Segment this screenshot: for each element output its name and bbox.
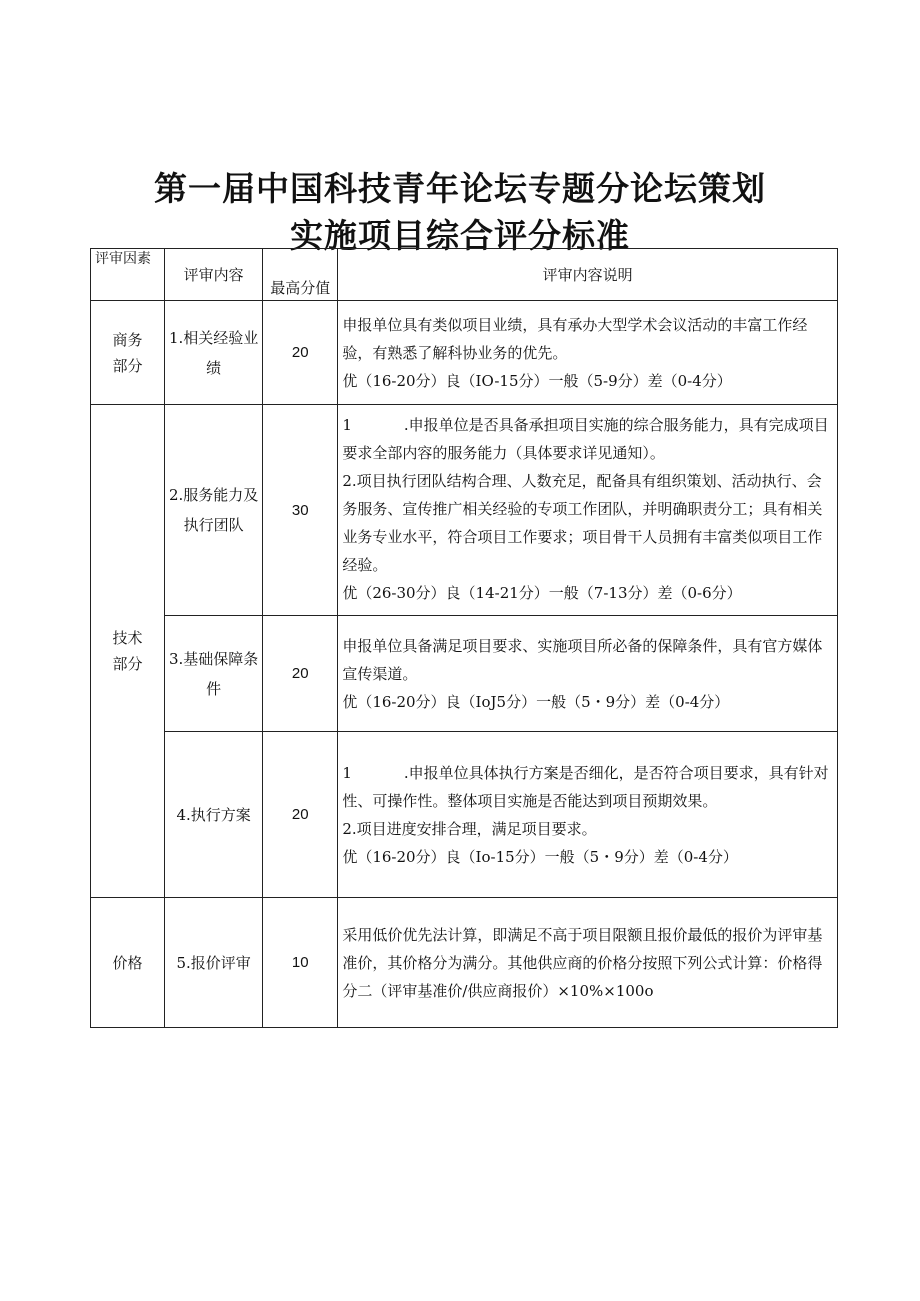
description-cell: [338, 616, 838, 732]
factor-price: 价格: [91, 898, 165, 1028]
table-row: [91, 301, 838, 405]
score-cell: 10: [263, 898, 338, 1028]
header-content: 评审内容: [165, 249, 263, 301]
description-text: 1 .申报单位具体执行方案是否细化，是否符合项目要求，具有针对性、可操作性。整体项目实施是否能达到项目预期效果。: [342, 763, 829, 810]
table-row: [91, 898, 838, 1028]
table-row: [91, 405, 838, 616]
rating-scale: 优（16-20分）良（IoJ5分）一般（5・9分）差（0-4分）: [342, 692, 730, 711]
scoring-table: [90, 248, 838, 1028]
document-title-line-1: 第一届中国科技青年论坛专题分论坛策划: [154, 169, 766, 208]
rating-scale: 优（16-20分）良（Io-15分）一般（5・9分）差（0-4分）: [342, 847, 738, 866]
description-cell: [338, 732, 838, 898]
description-text: 2.项目进度安排合理，满足项目要求。: [342, 819, 597, 838]
description-cell: [338, 405, 838, 616]
description-text: 2.项目执行团队结构合理、人数充足，配备具有组织策划、活动执行、会务服务、宣传推广相关经验的专项工作团队，并明确职责分工；具有相关业务专业水平，符合项目工作要求；项目骨干人员拥有丰富类似项目工作经验。: [342, 472, 823, 574]
document-title-line-2: 实施项目综合评分标准: [290, 216, 630, 255]
score-cell: 30: [263, 405, 338, 616]
item-cell: 4.执行方案: [165, 732, 263, 898]
table-row: [91, 616, 838, 732]
description-text: 1 .申报单位是否具备承担项目实施的综合服务能力，具有完成项目要求全部内容的服务能力（具体要求详见通知）。: [342, 416, 829, 462]
header-description: 评审内容说明: [338, 249, 838, 301]
header-factor: 评审因素: [91, 249, 165, 301]
description-text: 申报单位具备满足项目要求、实施项目所必备的保障条件，具有官方媒体宣传渠道。: [342, 636, 823, 683]
factor-technical: 技术部分: [91, 405, 165, 898]
item-cell: 5.报价评审: [165, 898, 263, 1028]
header-row: [91, 249, 838, 301]
item-cell: 2.服务能力及执行团队: [165, 405, 263, 616]
table-row: [91, 732, 838, 898]
factor-business: 商务部分: [91, 301, 165, 405]
rating-scale: 优（26-30分）良（14-21分）一般（7-13分）差（0-6分）: [342, 584, 742, 602]
header-max-score: 最高分值: [263, 249, 338, 301]
score-cell: 20: [263, 732, 338, 898]
description-text: 采用低价优先法计算，即满足不高于项目限额且报价最低的报价为评审基准价，其价格分为满分。其他供应商的价格分按照下列公式计算：价格得分二（评审基准价/供应商报价）×10%×100o: [342, 925, 823, 1000]
score-cell: 20: [263, 616, 338, 732]
item-cell: 1.相关经验业绩: [165, 301, 263, 405]
item-cell: 3.基础保障条件: [165, 616, 263, 732]
description-cell: [338, 301, 838, 405]
description-cell: [338, 898, 838, 1028]
description-text: 申报单位具有类似项目业绩，具有承办大型学术会议活动的丰富工作经验，有熟悉了解科协业务的优先。: [342, 315, 808, 362]
rating-scale: 优（16-20分）良（IO-15分）一般（5-9分）差（0-4分）: [342, 371, 732, 390]
score-cell: 20: [263, 301, 338, 405]
